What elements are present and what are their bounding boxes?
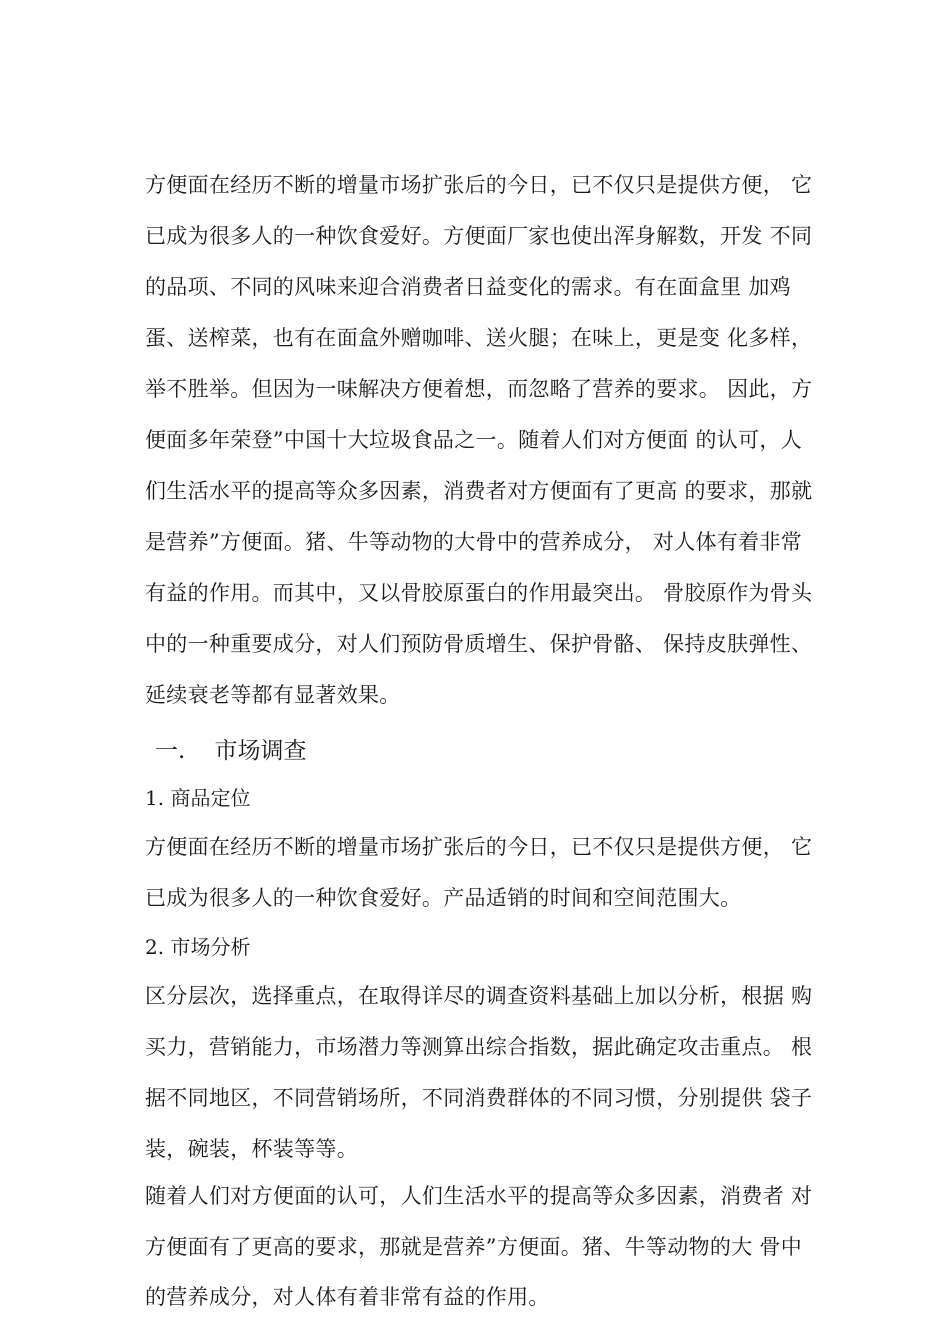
intro-line: 们生活水平的提高等众多因素，消费者对方便面有了更高 的要求，那就: [145, 479, 813, 503]
intro-line: 举不胜举。但因为一味解决方便着想，而忽略了营养的要求。 因此，方: [145, 377, 813, 401]
subsection-title: 2. 市场分析: [145, 935, 251, 959]
intro-line: 便面多年荣登”中国十大垃圾食品之一。随着人们对方便面 的认可，人: [145, 428, 803, 452]
intro-line: 中的一种重要成分，对人们预防骨质增生、保护骨骼、 保持皮肤弹性、: [145, 632, 813, 656]
intro-line: 有益的作用。而其中，又以骨胶原蛋白的作用最突出。 骨胶原作为骨头: [145, 581, 813, 605]
body-line: 据不同地区，不同营销场所，不同消费群体的不同习惯，分别提供 袋子: [145, 1086, 813, 1110]
body-line: 已成为很多人的一种饮食爱好。产品适销的时间和空间范围大。: [145, 886, 742, 910]
body-line: 随着人们对方便面的认可，人们生活水平的提高等众多因素，消费者 对: [145, 1184, 813, 1208]
body-line: 区分层次，选择重点，在取得详尽的调查资料基础上加以分析，根据 购: [145, 984, 813, 1008]
body-line: 方便面有了更高的要求，那就是营养”方便面。猪、牛等动物的大 骨中: [145, 1235, 803, 1259]
body-line: 买力，营销能力，市场潜力等测算出综合指数，据此确定攻击重点。 根: [145, 1035, 813, 1059]
intro-line: 的品项、不同的风味来迎合消费者日益变化的需求。有在面盒里 加鸡: [145, 275, 791, 299]
intro-line: 方便面在经历不断的增量市场扩张后的今日，已不仅只是提供方便， 它: [145, 173, 813, 197]
intro-line: 延续衰老等都有显著效果。: [145, 683, 401, 707]
section-heading: 一. 市场调查: [155, 738, 307, 764]
intro-line: 已成为很多人的一种饮食爱好。方便面厂家也使出浑身解数，开发 不同: [145, 224, 813, 248]
body-line: 方便面在经历不断的增量市场扩张后的今日，已不仅只是提供方便， 它: [145, 835, 813, 859]
intro-line: 是营养”方便面。猪、牛等动物的大骨中的营养成分， 对人体有着非常: [145, 530, 803, 554]
body-line: 装，碗装，杯装等等。: [145, 1137, 358, 1161]
body-line: 的营养成分，对人体有着非常有益的作用。: [145, 1285, 550, 1309]
subsection-title: 1. 商品定位: [145, 786, 251, 810]
intro-line: 蛋、送榨菜，也有在面盒外赠咖啡、送火腿；在味上，更是变 化多样，: [145, 326, 813, 350]
